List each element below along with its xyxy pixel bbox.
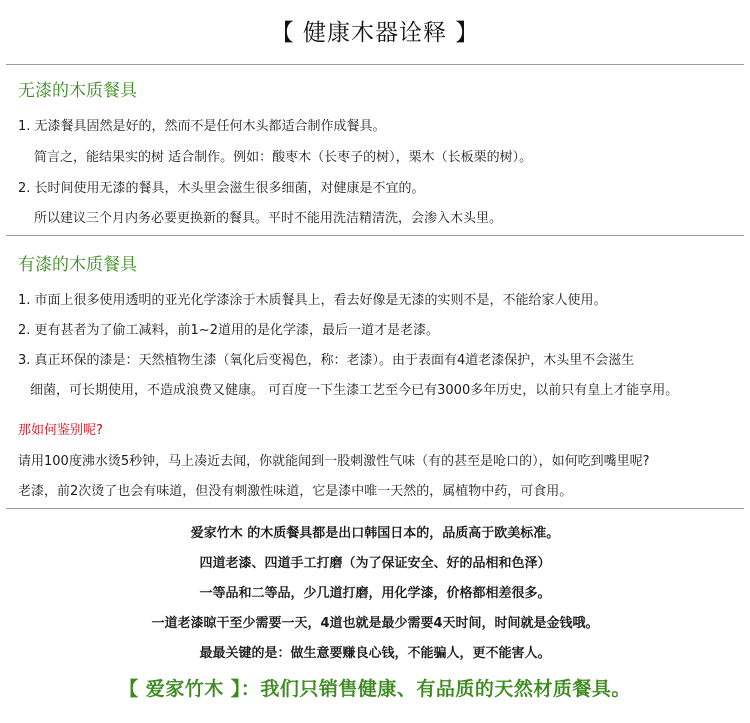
- brand-line-2: 四道老漆、四道手工打磨（为了保证安全、好的品相和色泽）: [199, 556, 551, 571]
- divider-middle: [6, 235, 744, 236]
- lacquered-line-2: 2. 更有甚者为了偷工减料，前1~2道用的是化学漆，最后一道才是老漆。: [18, 323, 439, 338]
- brand-slogan: 【 爱家竹木 】：我们只销售健康、有品质的天然材质餐具。: [119, 678, 631, 700]
- divider-top: [6, 64, 744, 65]
- unlacquered-line-4: 所以建议三个月内务必要更换新的餐具。平时不能用洗洁精清洗，会渗入木头里。: [34, 211, 503, 226]
- section-heading-unlacquered: 无漆的木质餐具: [18, 81, 137, 101]
- unlacquered-line-2: 简言之，能结果实的树 适合制作。例如：酸枣木（长枣子的树），栗木（长板栗的树）。: [34, 150, 533, 165]
- unlacquered-line-1: 1. 无漆餐具固然是好的，然而不是任何木头都适合制作成餐具。: [18, 119, 386, 134]
- brand-line-3: 一等品和二等品，少几道打磨，用化学漆，价格都相差很多。: [199, 586, 551, 601]
- unlacquered-line-3: 2. 长时间使用无漆的餐具，木头里会滋生很多细菌，对健康是不宜的。: [18, 181, 425, 196]
- divider-bottom: [6, 508, 744, 509]
- brand-line-4: 一道老漆晾干至少需要一天，4道也就是最少需要4天时间，时间就是金钱哦。: [151, 616, 599, 631]
- brand-line-1: 爱家竹木 的木质餐具都是出口韩国日本的，品质高于欧美标准。: [190, 526, 560, 541]
- brand-line-5: 最最关键的是：做生意要赚良心钱，不能骗人，更不能害人。: [199, 646, 551, 661]
- identify-line-1: 请用100度沸水烫5秒钟，马上凑近去闻，你就能闻到一股刺激性气味（有的甚至是呛口的），如何吃到嘴里呢?: [18, 454, 650, 469]
- identify-heading: 那如何鉴别呢?: [18, 423, 103, 438]
- lacquered-line-4: 细菌，可长期使用，不造成浪费又健康。 可百度一下生漆工艺至今已有3000多年历史，以前只有皇上才能享用。: [30, 383, 679, 398]
- lacquered-line-3: 3. 真正环保的漆是：天然植物生漆（氧化后变褐色，称：老漆）。由于表面有4道老漆保护，木头里不会滋生: [18, 353, 635, 368]
- page-title: 【 健康木器诠释 】: [270, 20, 480, 46]
- section-heading-lacquered: 有漆的木质餐具: [18, 255, 137, 275]
- lacquered-line-1: 1. 市面上很多使用透明的亚光化学漆涂于木质餐具上，看去好像是无漆的实则不是，不能给家人使用。: [18, 293, 607, 308]
- identify-line-2: 老漆，前2次烫了也会有味道，但没有刺激性味道，它是漆中唯一天然的，属植物中药，可食用。: [18, 484, 573, 499]
